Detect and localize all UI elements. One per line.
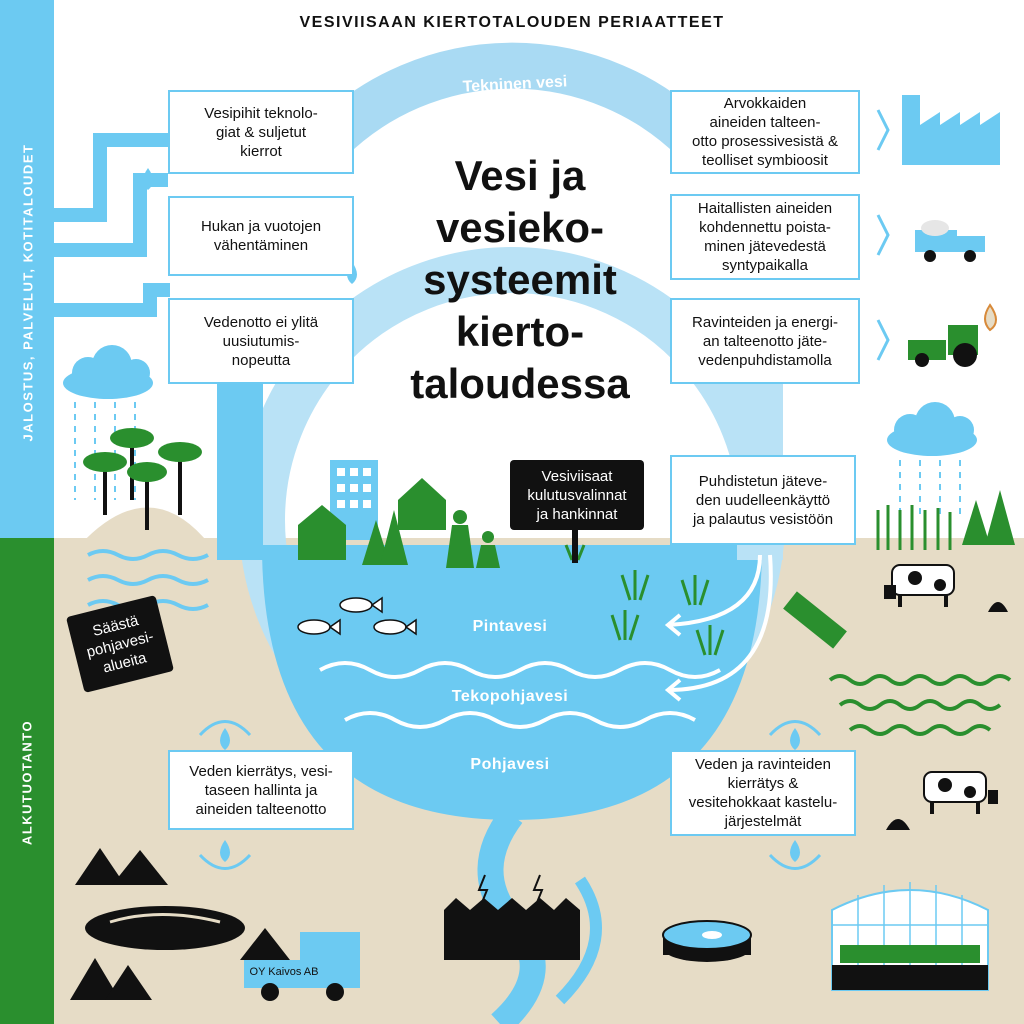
factory-icon <box>902 95 1000 165</box>
page-title: VESIVIISAAN KIERTOTALOUDEN PERIAATTEET <box>299 14 725 31</box>
tailings-pond <box>85 906 245 950</box>
groundwater-label: Pohjavesi <box>470 756 550 773</box>
reuse-box: Puhdistetun jäteve- den uudelleenkäyttö ja palautus vesistöön <box>670 455 856 545</box>
right-chevron-icon <box>878 110 888 360</box>
cloud-icon <box>887 402 977 456</box>
left-box-2: Hukan ja vuotojen vähentäminen <box>168 196 354 276</box>
mining-truck-label: OY Kaivos AB <box>249 966 319 978</box>
bottom-right-box: Veden ja ravinteiden kierrätys & vesitehokkaat kastelu- järjestelmät <box>670 750 856 836</box>
cloud-icon <box>63 345 153 399</box>
sidebar-top-label: JALOSTUS, PALVELUT, KOTITALOUDET <box>20 143 36 442</box>
main-title: Vesi ja vesieko- systeemit kierto- taloudessa <box>410 152 630 407</box>
surface-water-label: Pintavesi <box>472 618 548 635</box>
artificial-groundwater-label: Tekopohjavesi <box>451 688 569 705</box>
fish-pond-icon <box>663 921 751 962</box>
right-box-3: Ravinteiden ja energi- an talteenotto jäte- vedenpuhdistamolla <box>670 298 860 384</box>
consumer-choices-sign: Vesiviisaat kulutusvalinnat ja hankinnat <box>510 460 644 530</box>
groundwater-area-sign: Säästä pohjavesi- alueita <box>66 595 174 693</box>
tractor-icon <box>908 305 996 367</box>
right-box-2: Haitallisten aineiden kohdennettu poista- minen jätevedestä syntypaikalla <box>670 194 860 280</box>
left-pipes <box>54 140 170 310</box>
left-box-1: Vesipihit teknolo- giat & suljetut kierrot <box>168 90 354 174</box>
sign-post <box>572 528 578 563</box>
technical-water-label: Tekninen vesi <box>462 73 568 96</box>
sidebar-bottom-label: ALKUTUOTANTO <box>19 719 35 846</box>
dump-truck-icon <box>915 220 985 262</box>
bottom-left-box: Veden kierrätys, vesi- taseen hallinta ja aineiden talteenotto <box>168 750 354 830</box>
left-box-3: Vedenotto ei ylitä uusiutumis- nopeutta <box>168 298 354 384</box>
right-box-1: Arvokkaiden aineiden talteen- otto prosessivesistä & teolliset symbioosit <box>670 90 860 174</box>
